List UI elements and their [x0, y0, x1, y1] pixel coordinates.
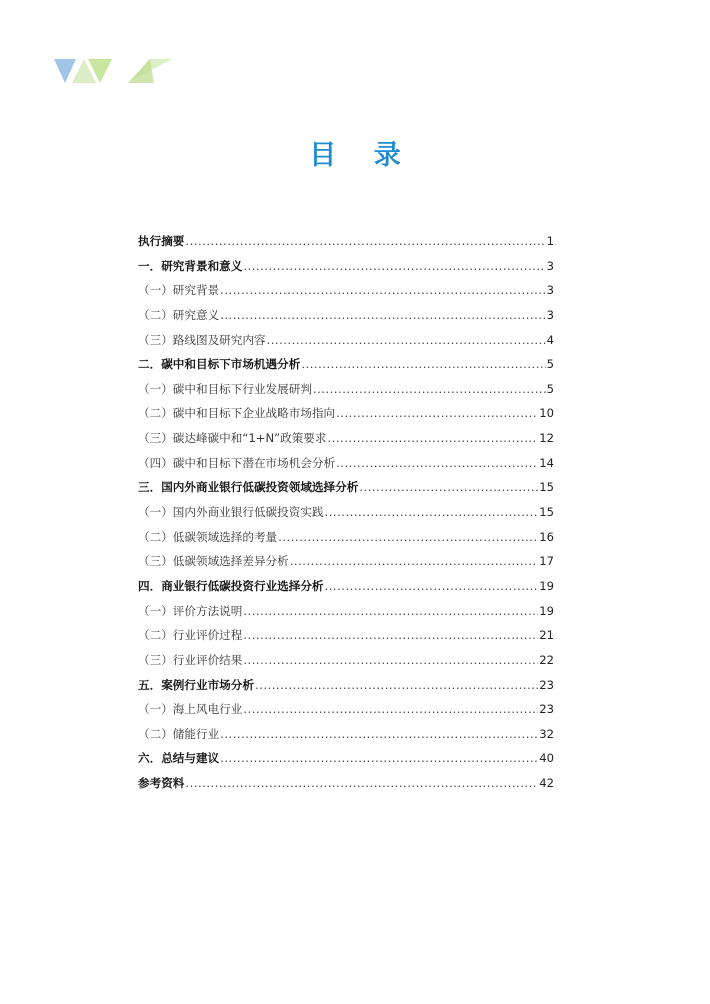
logo-triangle-5 [128, 59, 154, 83]
toc-entry[interactable] [138, 328, 554, 353]
toc-leader-dots [290, 549, 539, 574]
toc-entry[interactable] [138, 599, 554, 624]
toc-entry-label: （三）低碳领域选择差异分析 [138, 554, 289, 569]
toc-leader-dots [243, 623, 538, 648]
toc-entry[interactable] [138, 525, 554, 550]
toc-entry-label: （一）国内外商业银行低碳投资实践 [138, 505, 324, 520]
page-title: 目 录 [309, 140, 415, 171]
toc-leader-dots [301, 352, 545, 377]
toc-leader-dots [185, 229, 545, 254]
toc-entry[interactable] [138, 500, 554, 525]
toc-entry[interactable] [138, 746, 554, 771]
toc-leader-dots [328, 426, 539, 451]
toc-leader-dots [325, 500, 539, 525]
toc-entry[interactable] [138, 549, 554, 574]
toc-entry-label: （三）碳达峰碳中和“1+N”政策要求 [138, 431, 327, 446]
toc-entry-page: 19 [539, 578, 554, 593]
toc-entry-page: 3 [546, 283, 554, 298]
toc-entry-label: （一）海上风电行业 [138, 702, 243, 717]
toc-entry-label: 二．碳中和目标下市场机遇分析 [138, 357, 301, 372]
toc-leader-dots [267, 328, 546, 353]
toc-entry-label: 五．案例行业市场分析 [138, 677, 254, 692]
toc-entry-page: 3 [546, 258, 554, 273]
toc-entry-page: 1 [546, 234, 554, 248]
toc-leader-dots [359, 475, 538, 500]
toc-entry-page: 15 [539, 480, 554, 495]
toc-entry[interactable] [138, 771, 554, 796]
toc-entry[interactable] [138, 352, 554, 377]
toc-entry-label: （三）行业评价结果 [138, 652, 243, 667]
toc-entry[interactable] [138, 623, 554, 648]
toc-entry-page: 10 [539, 406, 554, 421]
toc-entry[interactable] [138, 673, 554, 698]
toc-leader-dots [185, 771, 538, 796]
toc-leader-dots [220, 746, 538, 771]
toc-entry-label: 参考资料 [138, 776, 185, 791]
toc-entry[interactable] [138, 254, 554, 279]
toc-entry-label: （二）行业评价过程 [138, 628, 243, 643]
toc-entry[interactable] [138, 475, 554, 500]
toc-entry[interactable] [138, 401, 554, 426]
toc-leader-dots [220, 722, 538, 747]
toc-entry-page: 14 [539, 455, 554, 470]
toc-entry-label: （一）研究背景 [138, 283, 220, 298]
toc-entry[interactable] [138, 722, 554, 747]
toc-entry-page: 19 [539, 603, 554, 618]
toc-entry-label: （一）碳中和目标下行业发展研判 [138, 381, 312, 396]
toc-entry-label: （一）评价方法说明 [138, 603, 243, 618]
toc-entry-label: 四．商业银行低碳投资行业选择分析 [138, 578, 324, 593]
toc-entry[interactable] [138, 697, 554, 722]
toc-entry[interactable] [138, 574, 554, 599]
logo-triangle-1 [54, 59, 76, 83]
toc-entry-label: （二）储能行业 [138, 726, 220, 741]
toc-entry-page: 23 [539, 677, 554, 692]
toc-entry[interactable] [138, 229, 554, 254]
toc-entry-label: 执行摘要 [138, 234, 185, 248]
toc-leader-dots [313, 377, 546, 402]
toc-leader-dots [336, 401, 538, 426]
toc-entry-page: 32 [539, 726, 554, 741]
toc-entry-label: （三）路线图及研究内容 [138, 332, 266, 347]
toc-leader-dots [243, 599, 538, 624]
toc-entry-page: 17 [539, 554, 554, 569]
toc-leader-dots [336, 451, 538, 476]
toc-leader-dots [243, 648, 538, 673]
toc-entry-label: 一．研究背景和意义 [138, 258, 243, 273]
toc-leader-dots [255, 673, 538, 698]
toc-entry-label: （二）研究意义 [138, 307, 220, 322]
triangle-logo-icon [54, 57, 174, 85]
toc-entry-label: （四）碳中和目标下潜在市场机会分析 [138, 455, 336, 470]
toc-entry[interactable] [138, 377, 554, 402]
toc-entry-page: 21 [539, 628, 554, 643]
toc-entry[interactable] [138, 426, 554, 451]
toc-entry-page: 5 [546, 381, 554, 396]
toc-leader-dots [243, 254, 545, 279]
toc-leader-dots [220, 303, 545, 328]
toc-entry-page: 12 [539, 431, 554, 446]
toc-entry-label: （二）低碳领域选择的考量 [138, 529, 278, 544]
toc-entry-page: 23 [539, 702, 554, 717]
toc-entry[interactable] [138, 451, 554, 476]
toc-leader-dots [325, 574, 539, 599]
toc-entry[interactable] [138, 278, 554, 303]
toc-entry[interactable] [138, 303, 554, 328]
toc-leader-dots [278, 525, 538, 550]
toc-entry-page: 22 [539, 652, 554, 667]
toc-entry-page: 3 [546, 307, 554, 322]
toc-entry-page: 5 [546, 357, 554, 372]
toc-entry-label: 三．国内外商业银行低碳投资领域选择分析 [138, 480, 359, 495]
toc-leader-dots [220, 278, 545, 303]
toc-entry-page: 15 [539, 505, 554, 520]
toc-entry-page: 4 [546, 332, 554, 347]
toc-entry-label: （二）碳中和目标下企业战略市场指向 [138, 406, 336, 421]
toc-entry-label: 六．总结与建议 [138, 751, 220, 766]
table-of-contents [138, 229, 554, 796]
toc-entry-page: 40 [539, 751, 554, 766]
toc-leader-dots [243, 697, 538, 722]
toc-entry-page: 42 [539, 776, 554, 791]
toc-entry-page: 16 [539, 529, 554, 544]
toc-entry[interactable] [138, 648, 554, 673]
